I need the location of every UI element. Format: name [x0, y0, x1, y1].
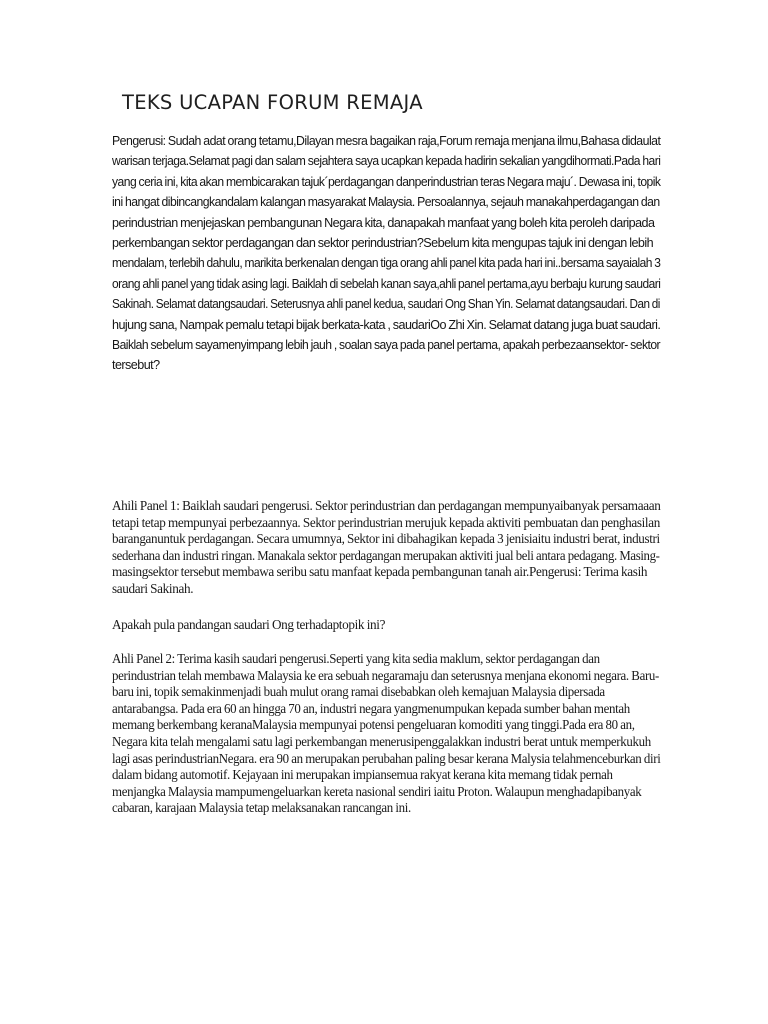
- text-line: orang ahli panel yang tidak asing lagi. Baiklah di sebelah kanan saya,ahli panel pertama,ayu berbaju kurung saudari: [112, 276, 661, 291]
- text-line: yang ceria ini, kita akan membicarakan tajuk´perdagangan danperindustrian teras Negara maju´. Dewasa ini, topik: [112, 174, 661, 189]
- text-line: antarabangsa. Pada era 60 an hingga 70 an, industri negara yangmenumpukan kepada sumber bahan mentah: [112, 700, 630, 716]
- text-line: lagi asas perindustrianNegara. era 90 an merupakan perubahan paling besar kerana Malysia telahmenceburkan diri: [112, 750, 661, 766]
- text-line: cabaran, karajaan Malaysia tetap melaksanakan rancangan ini.: [112, 800, 411, 816]
- text-line: Apakah pula pandangan saudari Ong terhadaptopik ini?: [112, 617, 386, 632]
- paragraph-pengerusi-intro: [112, 131, 660, 376]
- text-line: baru ini, topik semakinmenjadi buah mulut orang ramai disebabkan oleh kemajuan Malaysia dipersada: [112, 684, 605, 700]
- text-line: sederhana dan industri ringan. Manakala sektor perdagangan merupakan aktiviti jual beli antara pedagang. Masing-: [112, 547, 660, 563]
- text-line: dalam bidang automotif. Kejayaan ini merupakan impiansemua rakyat kerana kita memang tidak pernah: [112, 767, 613, 783]
- paragraph-ahli-panel-1: [112, 498, 660, 598]
- text-line: warisan terjaga.Selamat pagi dan salam sejahtera saya ucapkan kepada hadirin sekalian yangdihormati.Pada hari: [112, 154, 661, 169]
- text-line: Sakinah. Selamat datangsaudari. Seterusnya ahli panel kedua, saudari Ong Shan Yin. Selamat datangsaudari. Dan di: [112, 297, 660, 312]
- paragraph-question-ong: [112, 617, 385, 634]
- text-line: Pengerusi: Sudah adat orang tetamu,Dilayan mesra bagaikan raja,Forum remaja menjana ilmu,Bahasa didaulat: [112, 134, 661, 148]
- paragraph-ahli-panel-2: [112, 651, 672, 817]
- text-line: Baiklah sebelum sayamenyimpang lebih jauh , soalan saya pada panel pertama, apakah perbezaansektor- sektor: [112, 337, 661, 352]
- text-line: perindustrian menjejaskan pembangunan Negara kita, danapakah manfaat yang boleh kita peroleh daripada: [112, 215, 655, 230]
- text-line: Ahli Panel 2: Terima kasih saudari pengerusi.Seperti yang kita sedia maklum, sektor perdagangan dan: [112, 651, 600, 666]
- text-line: perindustrian telah membawa Malaysia ke era sebuah negaramaju dan seterusnya menjana ekonomi negara. Baru-: [112, 667, 659, 683]
- text-line: menjangka Malaysia mampumengeluarkan kereta nasional sendiri iaitu Proton. Walaupun menghadapibanyak: [112, 783, 642, 799]
- text-line: tersebut?: [112, 358, 160, 373]
- text-line: masingsektor tersebut membawa seribu satu manfaat kepada pembangunan tanah air.Pengerusi: Terima kasih: [112, 564, 648, 580]
- text-line: Ahili Panel 1: Baiklah saudari pengerusi. Sektor perindustrian dan perdagangan mempunyaibanyak persamaaan: [112, 498, 661, 513]
- text-line: saudari Sakinah.: [112, 580, 194, 596]
- text-line: Negara kita telah mengalami satu lagi perkembangan menerusipenggalakkan industri berat untuk memperkukuh: [112, 733, 651, 749]
- text-line: baranganuntuk perdagangan. Secara umumnya, Sektor ini dibahagikan kepada 3 jenisiaitu industri berat, industri: [112, 531, 660, 547]
- text-line: tetapi tetap mempunyai perbezaannya. Sektor perindustrian merujuk kepada aktiviti pembuatan dan penghasilan: [112, 514, 660, 530]
- text-line: mendalam, terlebih dahulu, marikita berkenalan dengan tiga orang ahli panel kita pada hari ini..bersama sayaialah 3: [112, 256, 661, 271]
- text-line: hujung sana, Nampak pemalu tetapi bijak berkata-kata , saudariOo Zhi Xin. Selamat datang juga buat saudari.: [112, 317, 661, 332]
- text-line: memang berkembang keranaMalaysia mempunyai potensi pengeluaran komoditi yang tinggi.Pada era 80 an,: [112, 717, 635, 733]
- document-title: TEKS UCAPAN FORUM REMAJA: [122, 91, 423, 114]
- text-line: perkembangan sektor perdagangan dan sektor perindustrian?Sebelum kita mengupas tajuk ini dengan lebih: [112, 235, 654, 250]
- text-line: ini hangat dibincangkandalam kalangan masyarakat Malaysia. Persoalannya, sejauh manakahperdagangan dan: [112, 195, 660, 210]
